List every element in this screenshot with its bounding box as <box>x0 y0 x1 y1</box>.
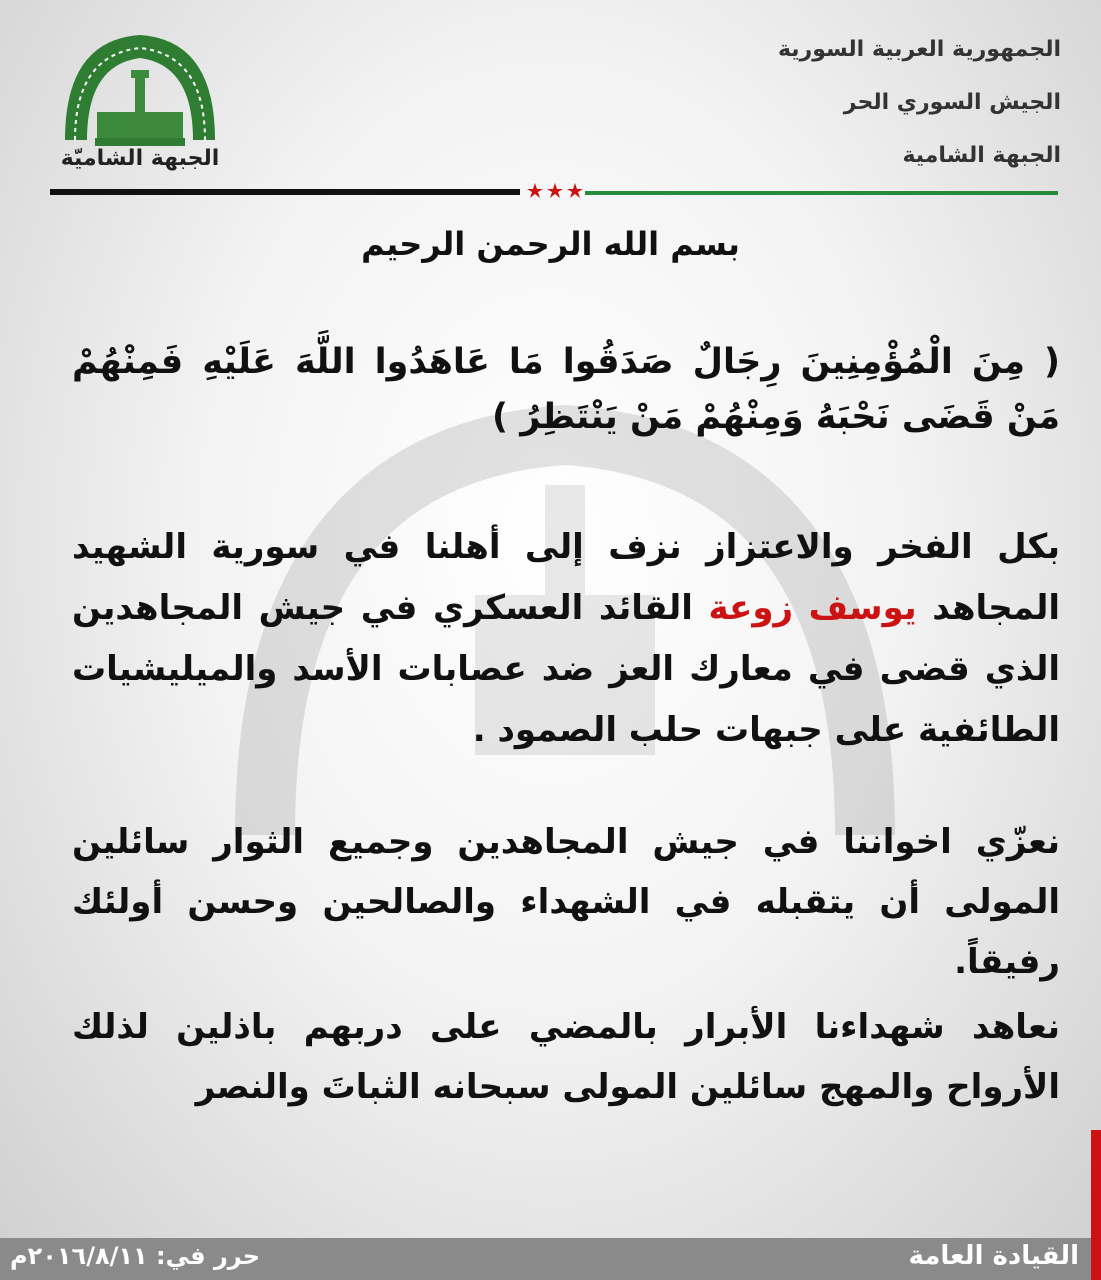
para1-text-start: بكل الفخر والاعتزاز نزف إلى أهلنا في سورية الشهيد المجاهد <box>72 527 1061 628</box>
footer-date: حرر في: ٢٠١٦/٨/١١م <box>10 1242 261 1270</box>
divider-green <box>585 191 1058 195</box>
stars-icon <box>527 180 583 200</box>
condolence-paragraph: نعزّي اخواننا في جيش المجاهدين وجميع الثوار سائلين المولى أن يتقبله في الشهداء والصالحين وحسن أولئك رفيقاً. <box>72 822 1060 982</box>
footer-red-stripe <box>1091 1130 1101 1280</box>
header-block <box>661 30 1061 189</box>
announcement-paragraph <box>72 517 1060 761</box>
header-line-front: الجبهة الشامية <box>902 143 1061 168</box>
header-line-army: الجيش السوري الحر <box>843 90 1061 115</box>
footer-signature: القيادة العامة <box>908 1241 1079 1271</box>
divider-black <box>50 189 520 195</box>
header-line-country: الجمهورية العربية السورية <box>777 37 1061 62</box>
para1-text-end: القائد العسكري في جيش المجاهدين الذي قضى في معارك العز ضد عصابات الأسد والميليشيات الطائفية على جبهات حلب الصمود . <box>72 588 1060 750</box>
martyr-name: يوسف زوعة <box>708 588 917 628</box>
basmala-heading: بسم الله الرحمن الرحيم <box>361 225 740 263</box>
logo-caption: الجبهة الشاميّة <box>60 146 220 171</box>
pledge-paragraph: نعاهد شهداءنا الأبرار بالمضي على دربهم باذلين لذلك الأرواح والمهج سائلين المولى سبحانه الثباتَ والنصر <box>72 1007 1060 1107</box>
quran-verse: ( مِنَ الْمُؤْمِنِينَ رِجَالٌ صَدَقُوا مَا عَاهَدُوا اللَّهَ عَلَيْهِ فَمِنْهُمْ مَنْ قَضَى نَحْبَهُ وَمِنْهُمْ مَنْ يَنْتَظِرُ ) <box>72 342 1060 437</box>
